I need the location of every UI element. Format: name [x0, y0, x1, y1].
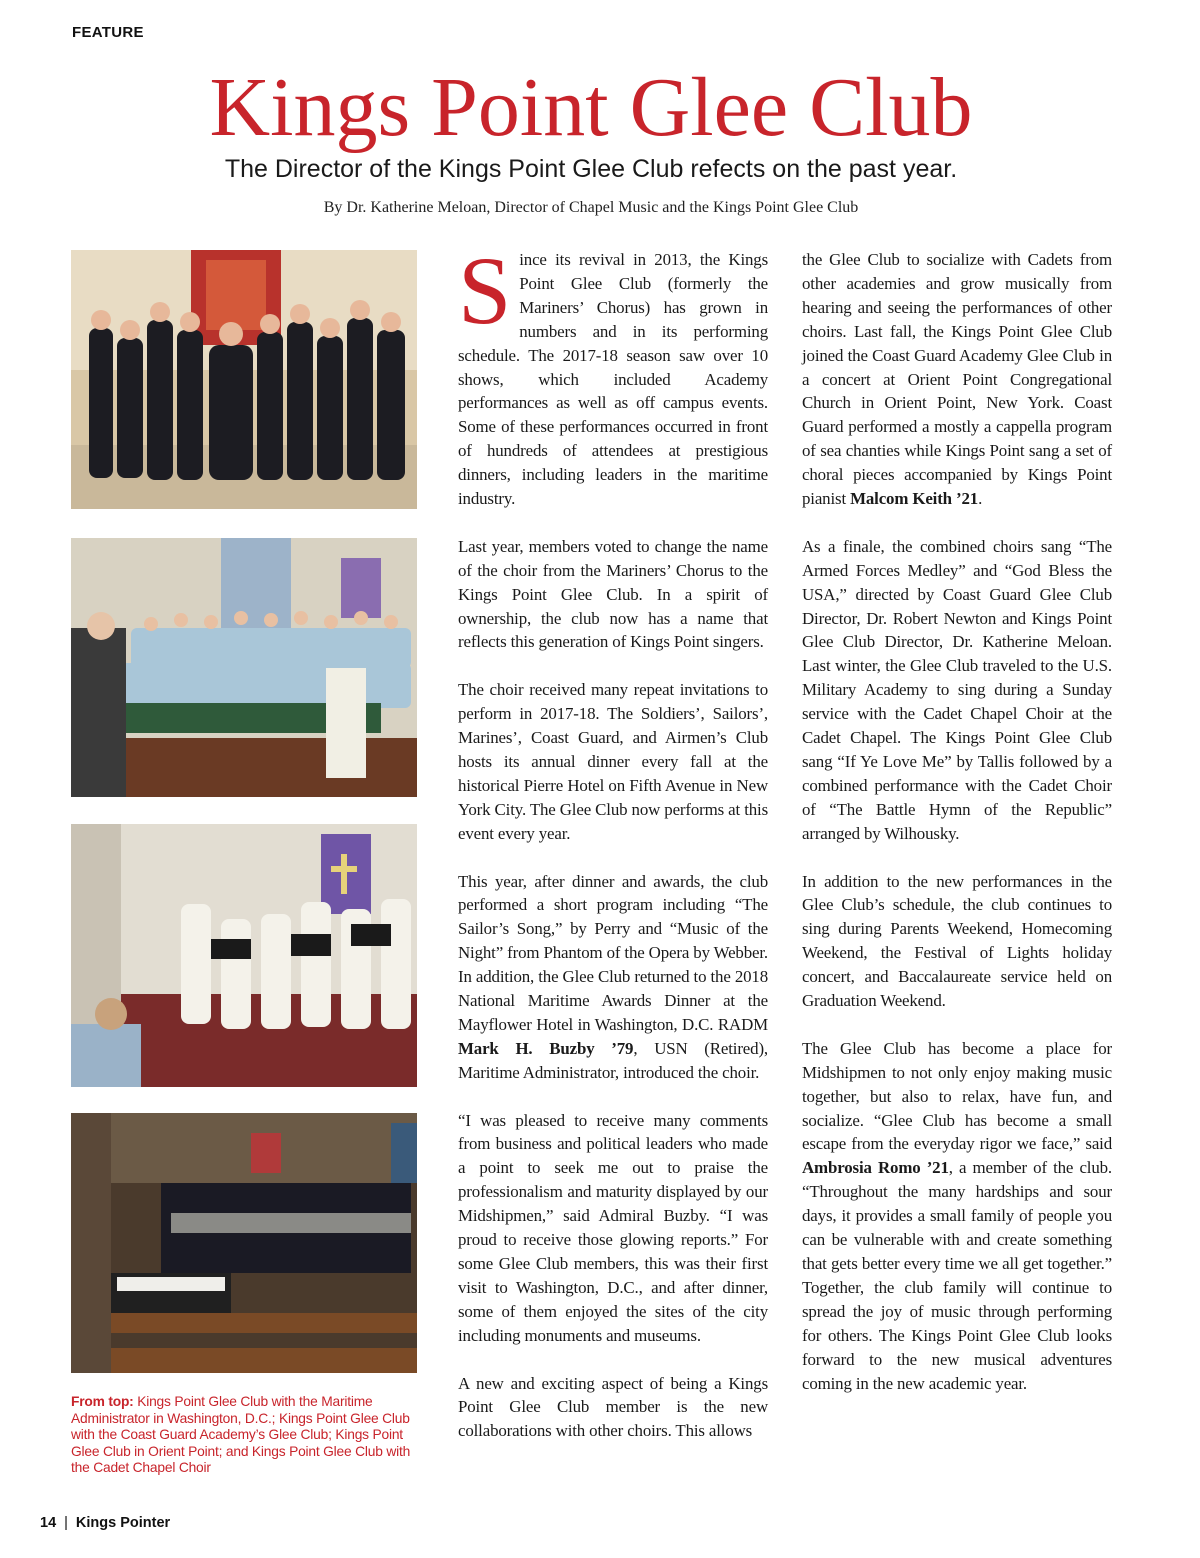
paragraph-text: , a member of the club. “Throughout the many hardships and sour days, it provides a small family of people you can be vulnerable with and create something that gets better every time we all get together.” Together, the club family will continue to spread the joy of music through performing for others. The Kings Point Glee Club looks forward to the new musical adventures coming in the new academic year. — [802, 1158, 1112, 1393]
article-column-1 — [458, 237, 768, 1467]
paragraph-text: ince its revival in 2013, the Kings Point Glee Club (formerly the Mariners’ Chorus) has grown in numbers and in its performing schedule. The 2017-18 season saw over 10 shows, which included Academy performances as well as off campus events. Some of these performances occurred in front of hundreds of attendees at prestigious dinners, including leaders in the maritime industry. — [458, 250, 768, 509]
photo-coast-guard-glee-club — [71, 538, 417, 797]
section-tag: FEATURE — [72, 24, 144, 41]
article-paragraph — [458, 870, 768, 1085]
photo-cadet-chapel-choir — [71, 1113, 417, 1373]
paragraph-text: A new and exciting aspect of being a Kings Point Glee Club member is the new collaborations with other choirs. This allows — [458, 1373, 768, 1441]
paragraph-text: , USN (Retired), Maritime Administrator, introduced the choir. — [458, 1038, 768, 1082]
article-paragraph: The choir received many repeat invitations to perform in 2017-18. The Soldiers’, Sailors’, Marines’, Coast Guard, and Airmen’s Club hosts its annual dinner every fall at the historical Pierre Hotel on Fifth Avenue in New York City. The Glee Club now performs at this event every year. — [458, 680, 768, 843]
paragraph-text: . — [978, 489, 983, 509]
article-paragraph — [802, 1037, 1112, 1396]
article-paragraph: “I was pleased to receive many comments from business and political leaders who made a point to seek me out to praise the professionalism and maturity displayed by our Midshipmen,” said Admiral Buzby. “I was proud to receive those glowing reports.” For some Glee Club members, this was their first visit to Washington, D.C., and after dinner, some of them enjoyed the sites of the city including monuments and museums. — [458, 1110, 768, 1345]
caption-text: Kings Point Glee Club with the Maritime Administrator in Washington, D.C.; Kings Point Glee Club with the Coast Guard Academy’s Glee Club; Kings Point Glee Club in Orient Point; and Kings Point Glee Club with the Cadet Chapel Choir — [71, 1394, 411, 1475]
article-column-2 — [802, 248, 1112, 1419]
paragraph-text: The Glee Club has become a place for Midshipmen to not only enjoy making music together, but also to relax, have fun, and socialize. “Glee Club has become a small escape from the everyday rigor we face,” said — [802, 1038, 1112, 1154]
footer-separator: | — [64, 1515, 68, 1531]
drop-cap: S — [458, 237, 512, 344]
paragraph-text: This year, after dinner and awards, the club performed a short program including “The Sailor’s Song,” by Perry and “Music of the Night” from Phantom of the Opera by Webber. In addition, the Glee Club returned to the 2018 National Maritime Awards Dinner at the Mayflower Hotel in Washington, D.C. RADM — [458, 871, 768, 1034]
article-paragraph — [458, 237, 768, 511]
person-name: Mark H. Buzby ’79 — [458, 1038, 634, 1058]
article-paragraph: As a finale, the combined choirs sang “The Armed Forces Medley” and “God Bless the USA,” directed by Coast Guard Glee Club Director, Dr. Robert Newton and Kings Point Glee Club Director, Dr. Katherine Meloan. Last winter, the Glee Club traveled to the U.S. Military Academy to sing during a Sunday service with the Cadet Chapel Choir at the Cadet Chapel. The Kings Point Glee Club sang “If Ye Love Me” by Tallis followed by a combined performance with the Cadet Choir of “The Battle Hymn of the Republic” arranged by Wilhousky. — [802, 536, 1112, 843]
article-paragraph — [458, 1372, 768, 1444]
photo-caption — [71, 1394, 421, 1477]
article-paragraph: In addition to the new performances in the Glee Club’s schedule, the club continues to sing during Parents Weekend, Homecoming Weekend, the Festival of Lights holiday concert, and Baccalaureate service held on Graduation Weekend. — [802, 871, 1112, 1011]
article-paragraph: Last year, members voted to change the name of the choir from the Mariners’ Chorus to the Kings Point Glee Club. In a spirit of ownership, the club now has a name that reflects this generation of Kings Point singers. — [458, 536, 768, 652]
caption-lead: From top: — [71, 1394, 134, 1409]
subtitle: The Director of the Kings Point Glee Club refects on the past year. — [224, 155, 958, 183]
page-footer — [40, 1515, 170, 1531]
publication-name: Kings Pointer — [75, 1515, 171, 1531]
paragraph-text: the Glee Club to socialize with Cadets from other academies and grow musically from hearing and seeing the performances of other choirs. Last fall, the Kings Point Glee Club joined the Coast Guard Academy Glee Club in a concert at Orient Point Congregational Church in Orient Point, New York. Coast Guard performed a mostly a cappella program of sea chanties while Kings Point sang a set of choral pieces accompanied by Kings Point pianist — [802, 250, 1112, 509]
photo-maritime-administrator — [71, 250, 417, 509]
photo-orient-point — [71, 824, 417, 1087]
page-number: 14 — [40, 1515, 57, 1531]
page-title: Kings Point Glee Club — [209, 61, 973, 154]
person-name: Malcom Keith ’21 — [850, 489, 979, 509]
byline: By Dr. Katherine Meloan, Director of Chapel Music and the Kings Point Glee Club — [323, 199, 859, 216]
person-name: Ambrosia Romo ’21 — [802, 1158, 949, 1178]
article-paragraph — [802, 248, 1112, 511]
